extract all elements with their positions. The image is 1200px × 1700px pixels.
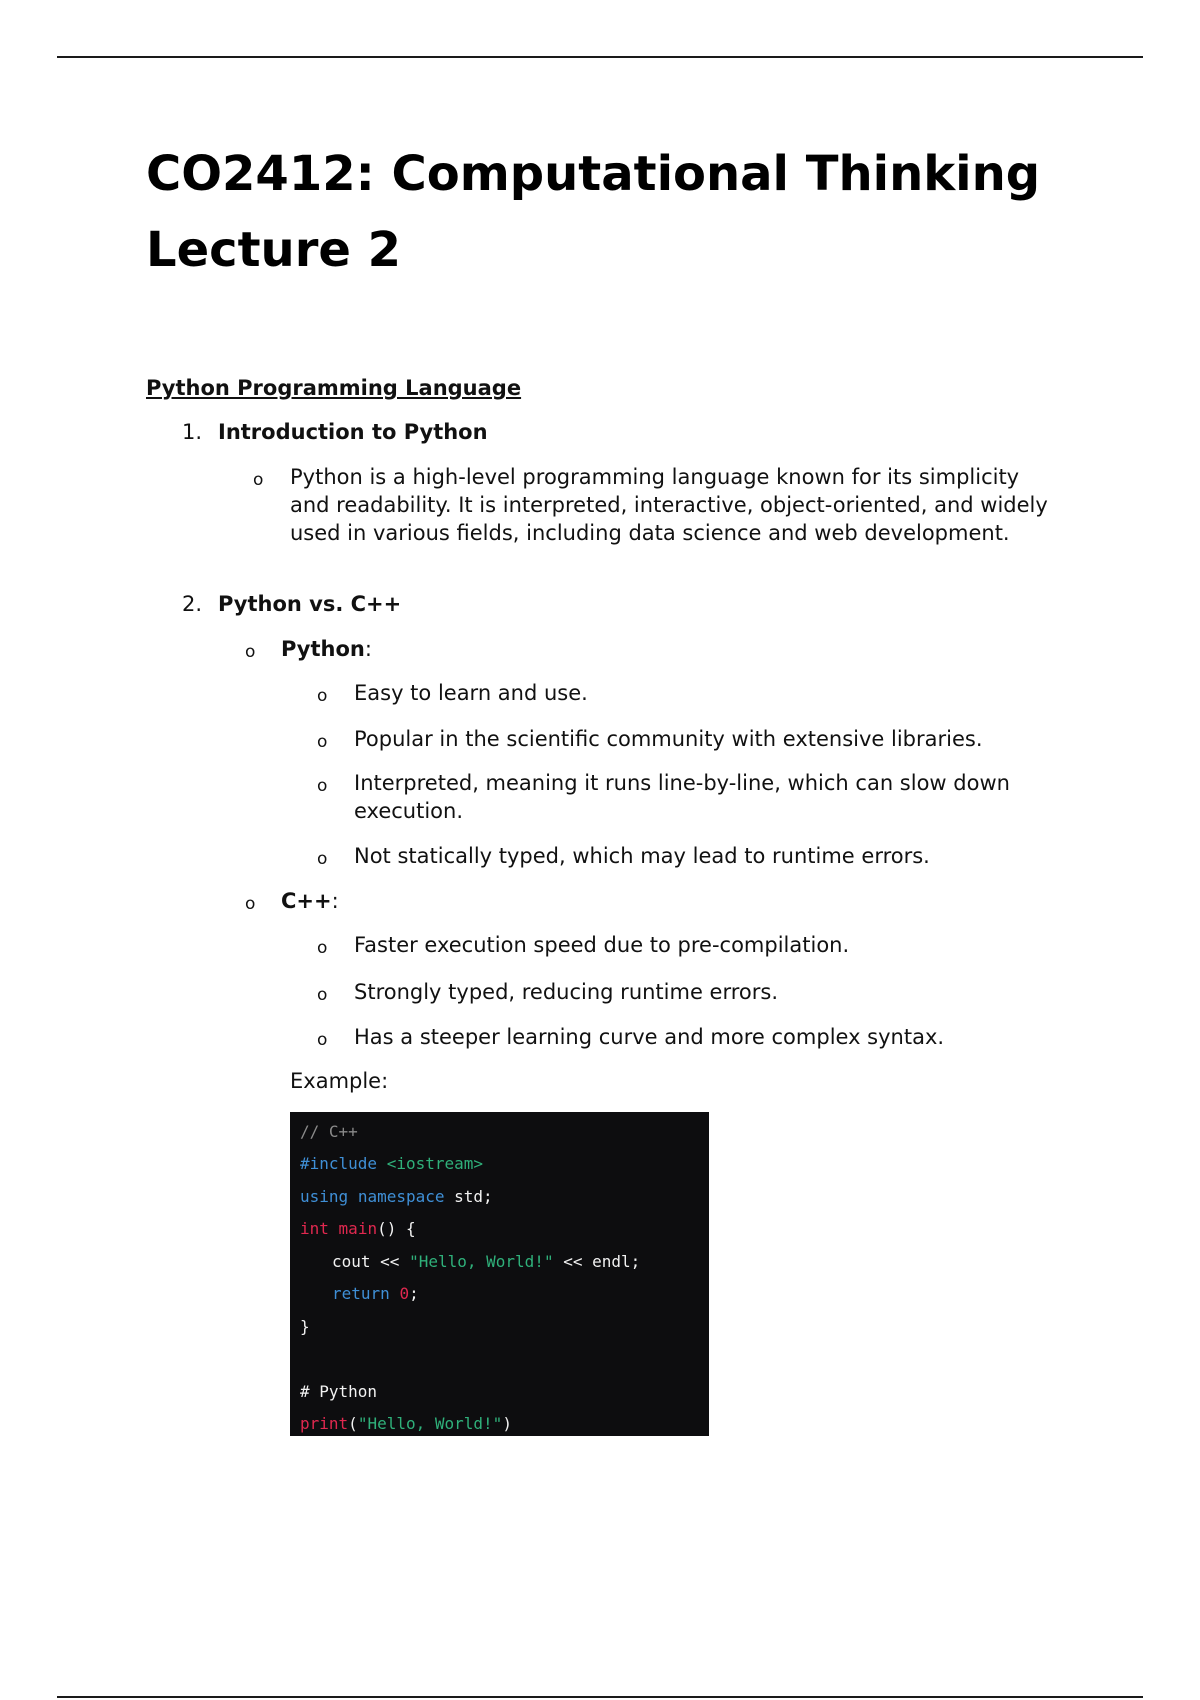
list-item: Popular in the scientific community with extensive libraries. bbox=[354, 727, 983, 751]
item-label: Introduction to Python bbox=[218, 420, 488, 444]
title-line-1: CO2412: Computational Thinking bbox=[146, 146, 1041, 202]
code-keyword: return bbox=[332, 1284, 390, 1303]
code-line bbox=[300, 1311, 310, 1344]
page-title bbox=[146, 136, 1040, 288]
code-text: std; bbox=[454, 1187, 493, 1206]
code-text: () { bbox=[377, 1219, 416, 1238]
code-keyword: int bbox=[300, 1219, 329, 1238]
code-function: main bbox=[338, 1219, 378, 1238]
code-comment: // C++ bbox=[300, 1122, 358, 1141]
code-text: } bbox=[300, 1317, 310, 1336]
code-text: ( bbox=[348, 1414, 358, 1433]
bullet-icon: o bbox=[317, 732, 328, 752]
code-line bbox=[332, 1278, 419, 1311]
bullet-icon: o bbox=[317, 938, 328, 958]
code-example-image bbox=[290, 1112, 709, 1436]
code-comment: # Python bbox=[300, 1382, 378, 1401]
bullet-icon: o bbox=[253, 470, 264, 490]
code-text: ; bbox=[409, 1284, 419, 1303]
list-item: Has a steeper learning curve and more complex syntax. bbox=[354, 1025, 945, 1049]
bullet-icon: o bbox=[245, 642, 256, 662]
list-item: Strongly typed, reducing runtime errors. bbox=[354, 980, 779, 1004]
code-text: cout << bbox=[332, 1252, 400, 1271]
code-string: "Hello, World!" bbox=[357, 1414, 503, 1433]
bottom-rule bbox=[57, 1696, 1143, 1698]
top-rule bbox=[57, 56, 1143, 58]
item-number: 1. bbox=[182, 420, 203, 444]
colon: : bbox=[364, 637, 372, 661]
cpp-subheading bbox=[281, 887, 339, 915]
bullet-icon: o bbox=[317, 985, 328, 1005]
list-item: Not statically typed, which may lead to runtime errors. bbox=[354, 844, 930, 868]
code-keyword: #include bbox=[300, 1154, 378, 1173]
bullet-icon: o bbox=[317, 849, 328, 869]
bullet-icon: o bbox=[317, 776, 328, 796]
code-line bbox=[300, 1376, 377, 1409]
python-subheading bbox=[281, 635, 372, 663]
section-heading: Python Programming Language bbox=[146, 376, 522, 400]
code-number: 0 bbox=[399, 1284, 410, 1303]
bullet-icon: o bbox=[317, 1030, 328, 1050]
list-item: Faster execution speed due to pre-compilation. bbox=[354, 933, 850, 957]
item-number: 2. bbox=[182, 592, 203, 616]
code-string: "Hello, World!" bbox=[409, 1252, 554, 1271]
code-text: ) bbox=[502, 1414, 512, 1433]
list-item: Easy to learn and use. bbox=[354, 681, 588, 705]
cpp-label: C++ bbox=[281, 889, 332, 913]
code-line bbox=[300, 1148, 483, 1181]
intro-paragraph: Python is a high-level programming language known for its simplicity and readability. It is interpreted, interactive, object-oriented, and widely used in various fields, including data science and web development. bbox=[290, 465, 1048, 545]
code-string: <iostream> bbox=[386, 1154, 484, 1173]
code-line bbox=[300, 1213, 416, 1246]
code-keyword: namespace bbox=[357, 1187, 445, 1206]
code-keyword: using bbox=[300, 1187, 349, 1206]
bullet-icon: o bbox=[245, 894, 256, 914]
title-line-2: Lecture 2 bbox=[146, 222, 402, 278]
code-text: << endl; bbox=[563, 1252, 641, 1271]
code-line bbox=[300, 1116, 358, 1149]
bullet-icon: o bbox=[317, 686, 328, 706]
code-line bbox=[332, 1246, 640, 1279]
code-line bbox=[300, 1181, 493, 1214]
python-label: Python bbox=[281, 637, 365, 661]
item-label: Python vs. C++ bbox=[218, 592, 402, 616]
code-function: print bbox=[300, 1414, 349, 1433]
code-line bbox=[300, 1408, 512, 1436]
list-item: Interpreted, meaning it runs line-by-line, which can slow down execution. bbox=[354, 771, 1010, 823]
example-label: Example: bbox=[290, 1069, 389, 1093]
colon: : bbox=[331, 889, 339, 913]
